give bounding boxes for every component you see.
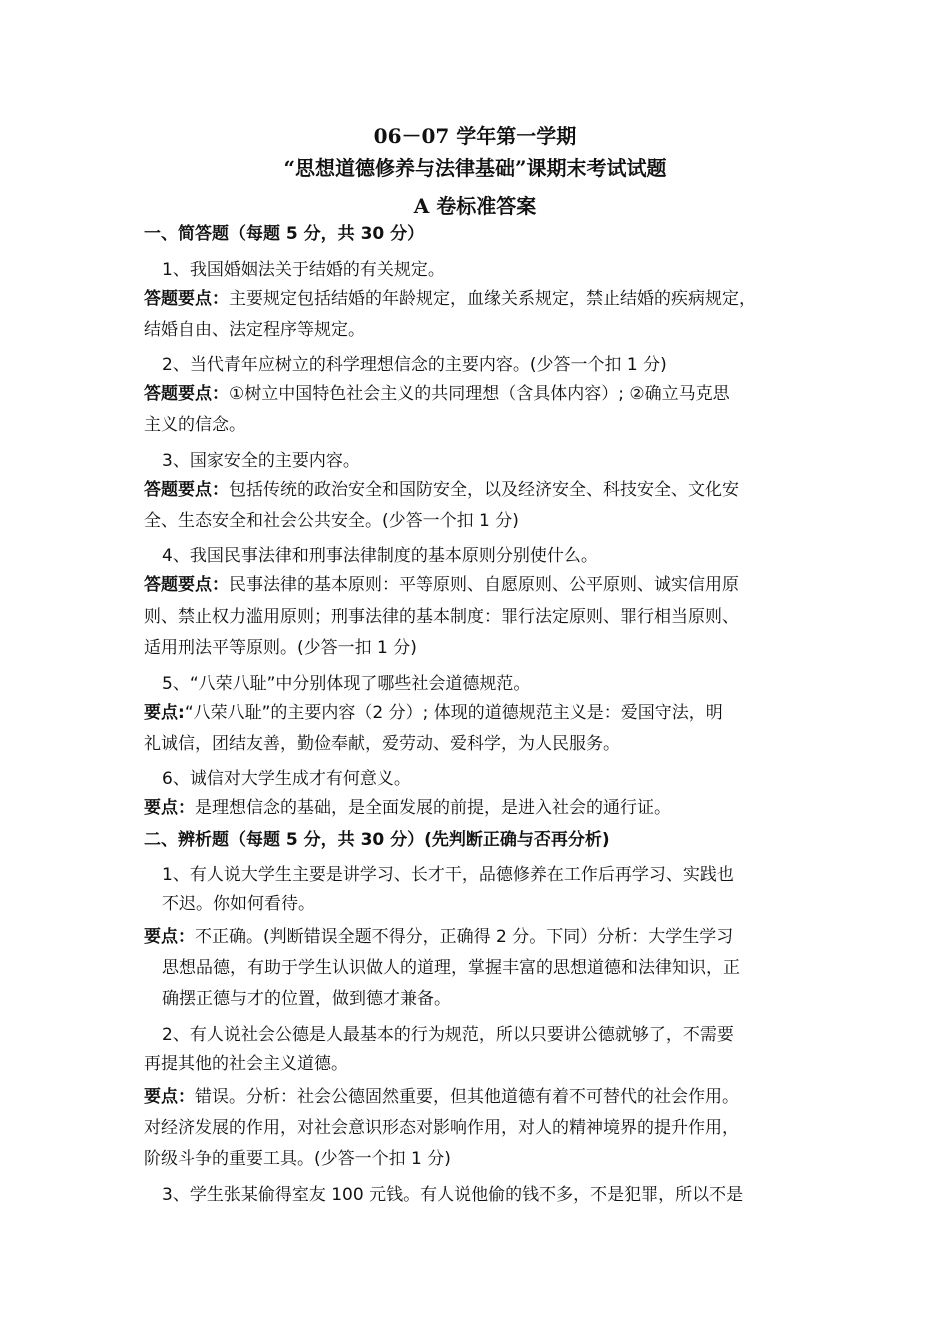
question-text: 不迟。你如何看待。: [162, 894, 315, 914]
answer-label: 要点:: [144, 703, 185, 723]
answer-text: 民事法律的基本原则：平等原则、自愿原则、公平原则、诚实信用原: [229, 575, 739, 595]
answer-text: 主义的信念。: [144, 415, 246, 435]
answer-line: [144, 1085, 739, 1109]
question-text: 3、学生张某偷得室友 100 元钱。有人说他偷的钱不多，不是犯罪，所以不是: [162, 1185, 744, 1205]
answer-text: “八荣八耻”的主要内容（2 分）; 体现的道德规范主义是：爱国守法，明: [184, 703, 723, 723]
answer-line: [144, 796, 671, 820]
question-text: 1、有人说大学生主要是讲学习、长才干，品德修养在工作后再学习、实践也: [162, 865, 734, 885]
answer-label: 要点：: [144, 798, 195, 818]
answer-line: [144, 925, 733, 949]
answer-text: ①树立中国特色社会主义的共同理想（含具体内容）; ②确立马克思: [229, 384, 730, 404]
doc-title-term: 06－07 学年第一学期: [373, 124, 577, 148]
answer-text: 则、禁止权力滥用原则；刑事法律的基本制度：罪行法定原则、罪行相当原则、: [144, 607, 739, 627]
answer-line: [144, 478, 739, 502]
answer-text: 思想品德，有助于学生认识做人的道理，掌握丰富的思想道德和法律知识，正: [162, 958, 740, 978]
section-heading-short-answer: 一、简答题（每题 5 分，共 30 分）: [144, 224, 425, 244]
answer-line: [144, 573, 739, 597]
question-text: 2、有人说社会公德是人最基本的行为规范，所以只要讲公德就够了，不需要: [162, 1025, 734, 1045]
doc-title-course: “思想道德修养与法律基础”课期末考试试题: [283, 156, 667, 180]
answer-text: 不正确。(判断错误全题不得分，正确得 2 分。下同）分析：大学生学习: [195, 927, 734, 947]
question-text: 6、诚信对大学生成才有何意义。: [162, 769, 411, 789]
answer-text: 对经济发展的作用，对社会意识形态对影响作用，对人的精神境界的提升作用，: [144, 1118, 739, 1138]
answer-text: 包括传统的政治安全和国防安全，以及经济安全、科技安全、文化安: [229, 480, 739, 500]
doc-title-answer-key: A 卷标准答案: [413, 194, 537, 218]
answer-label: 答题要点：: [144, 575, 229, 595]
answer-text: 是理想信念的基础，是全面发展的前提，是进入社会的通行证。: [195, 798, 671, 818]
answer-label: 答题要点：: [144, 480, 229, 500]
answer-label: 答题要点：: [144, 289, 229, 309]
question-text: 3、国家安全的主要内容。: [162, 451, 360, 471]
answer-text: 阶级斗争的重要工具。(少答一个扣 1 分): [144, 1149, 451, 1169]
answer-text: 适用刑法平等原则。(少答一扣 1 分): [144, 638, 417, 658]
answer-text: 全、生态安全和社会公共安全。(少答一个扣 1 分): [144, 511, 519, 531]
question-text: 1、我国婚姻法关于结婚的有关规定。: [162, 260, 445, 280]
answer-line: [144, 287, 756, 311]
answer-label: 答题要点：: [144, 384, 229, 404]
answer-text: 确摆正德与才的位置，做到德才兼备。: [162, 989, 451, 1009]
answer-text: 礼诚信，团结友善，勤俭奉献，爱劳动、爱科学，为人民服务。: [144, 734, 620, 754]
answer-line: [144, 382, 730, 406]
answer-label: 要点：: [144, 927, 195, 947]
question-text: 再提其他的社会主义道德。: [144, 1054, 348, 1074]
answer-text: 错误。分析：社会公德固然重要，但其他道德有着不可替代的社会作用。: [195, 1087, 739, 1107]
question-text: 5、“八荣八耻”中分别体现了哪些社会道德规范。: [162, 674, 531, 694]
answer-label: 要点：: [144, 1087, 195, 1107]
question-text: 2、当代青年应树立的科学理想信念的主要内容。(少答一个扣 1 分): [162, 355, 667, 375]
answer-text: 结婚自由、法定程序等规定。: [144, 320, 365, 340]
question-text: 4、我国民事法律和刑事法律制度的基本原则分别使什么。: [162, 546, 598, 566]
section-heading-analysis: 二、辨析题（每题 5 分，共 30 分）(先判断正确与否再分析): [144, 830, 610, 850]
answer-line: [144, 701, 723, 725]
answer-text: 主要规定包括结婚的年龄规定，血缘关系规定，禁止结婚的疾病规定，: [229, 289, 756, 309]
